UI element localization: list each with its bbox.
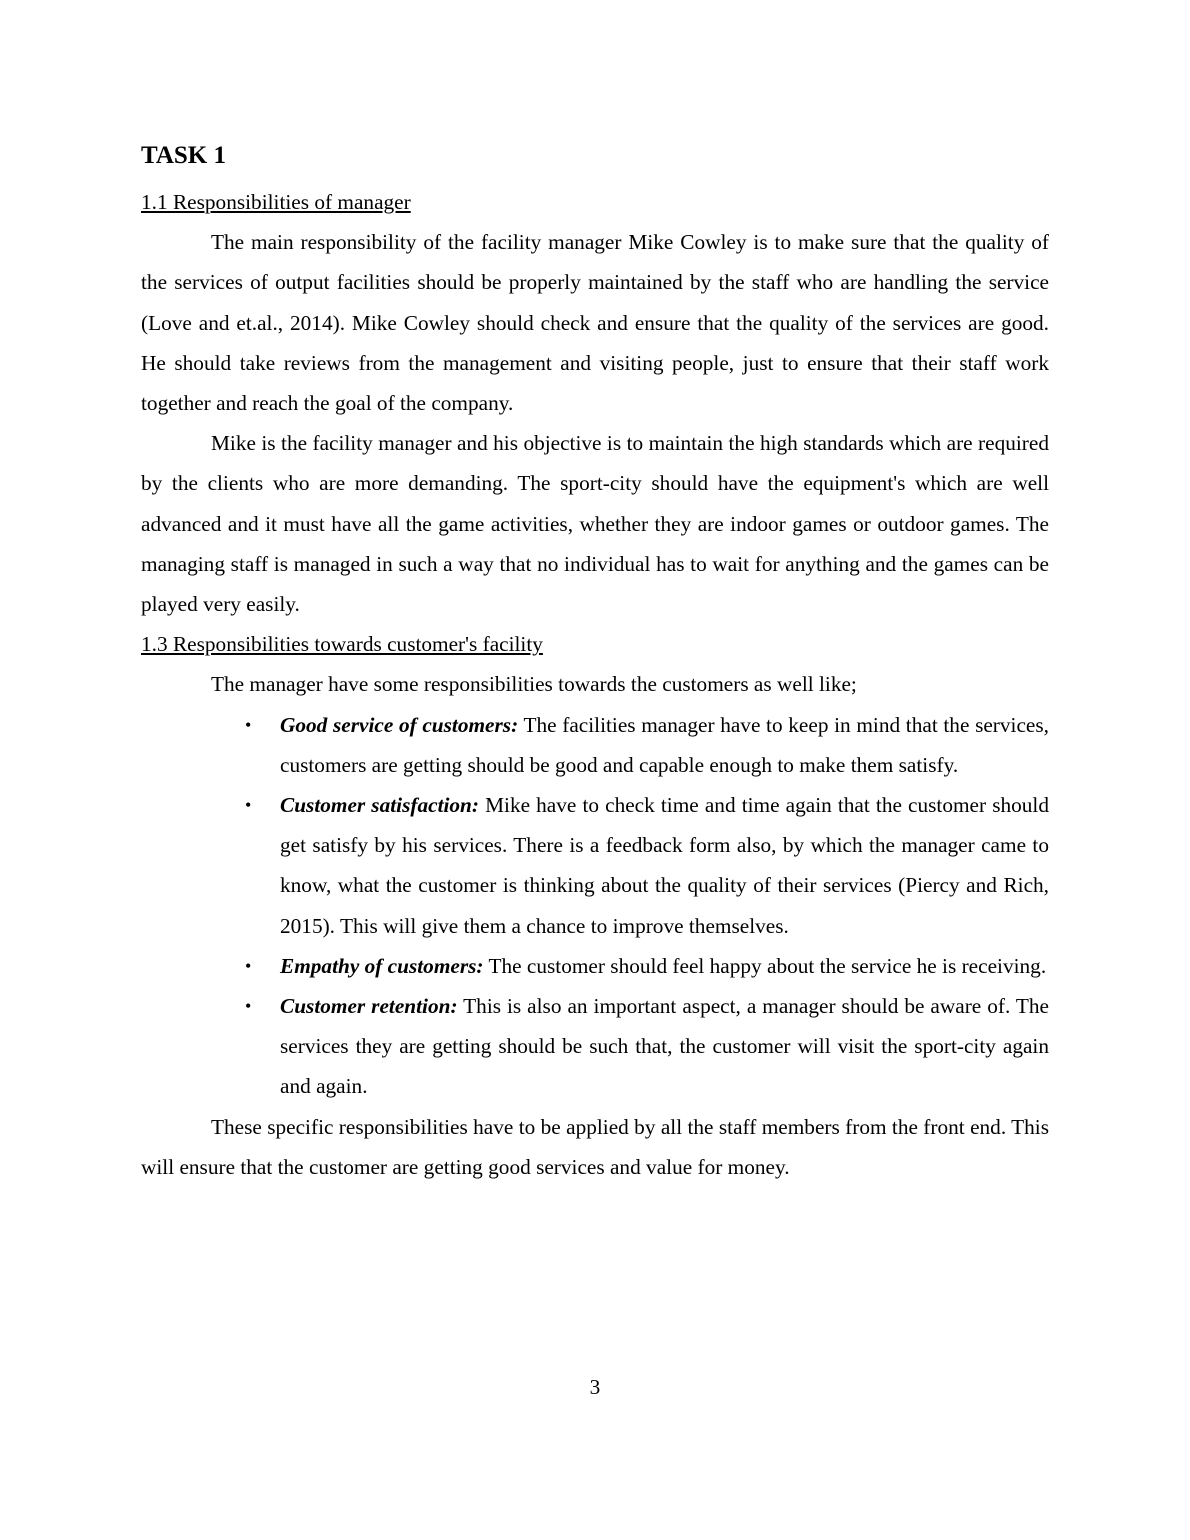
document-page xyxy=(141,138,1049,1187)
paragraph: The main responsibility of the facility manager Mike Cowley is to make sure that the quality of the services of output facilities should be properly maintained by the staff who are handling the service (Love and et.al., 2014). Mike Cowley should check and ensure that the quality of the services are good. He should take reviews from the management and visiting people, just to ensure that their staff work together and reach the goal of the company. xyxy=(141,230,1049,416)
task-title: TASK 1 xyxy=(141,142,226,169)
bullet-text: The facilities manager have to keep in mind that the services, customers are getting should be good and capable enough to make them satisfy. xyxy=(280,712,1049,777)
list-item xyxy=(245,946,1049,986)
paragraph: Mike is the facility manager and his objective is to maintain the high standards which are required by the clients who are more demanding. The sport-city should have the equipment's which are well advanced and it must have all the game activities, whether they are indoor games or outdoor games. The managing staff is managed in such a way that no individual has to wait for anything and the games can be played very easily. xyxy=(141,431,1049,617)
responsibility-list xyxy=(141,705,1049,1107)
bullet-term: Customer satisfaction: xyxy=(280,793,479,818)
bullet-intro: The manager have some responsibilities towards the customers as well like; xyxy=(211,672,857,697)
page-number: 3 xyxy=(589,1375,601,1399)
bullet-icon: • xyxy=(245,996,252,1017)
bullet-text: Mike have to check time and time again that the customer should get satisfy by his services. There is a feedback form also, by which the manager came to know, what the customer is thinking about the quality of their services (Piercy and Rich, 2015). This will give them a chance to improve themselves. xyxy=(280,793,1049,938)
bullet-icon: • xyxy=(245,795,252,816)
section-heading-responsibilities-of-manager: 1.1 Responsibilities of manager xyxy=(141,190,411,214)
list-item xyxy=(245,705,1049,785)
bullet-icon: • xyxy=(245,714,252,735)
bullet-text: The customer should feel happy about the service he is receiving. xyxy=(488,953,1047,978)
bullet-term: Good service of customers: xyxy=(280,712,519,737)
bullet-term: Customer retention: xyxy=(280,994,458,1019)
list-item xyxy=(245,785,1049,946)
bullet-text: This is also an important aspect, a manager should be aware of. The services they are getting should be such that, the customer will visit the sport-city again and again. xyxy=(280,994,1049,1099)
section-heading-customer-facility: 1.3 Responsibilities towards customer's facility xyxy=(141,632,543,657)
bullet-term: Empathy of customers: xyxy=(280,953,484,978)
bullet-icon: • xyxy=(245,955,252,976)
list-item xyxy=(245,986,1049,1107)
closing-paragraph: These specific responsibilities have to be applied by all the staff members from the front end. This will ensure that the customer are getting good services and value for money. xyxy=(141,1114,1049,1179)
